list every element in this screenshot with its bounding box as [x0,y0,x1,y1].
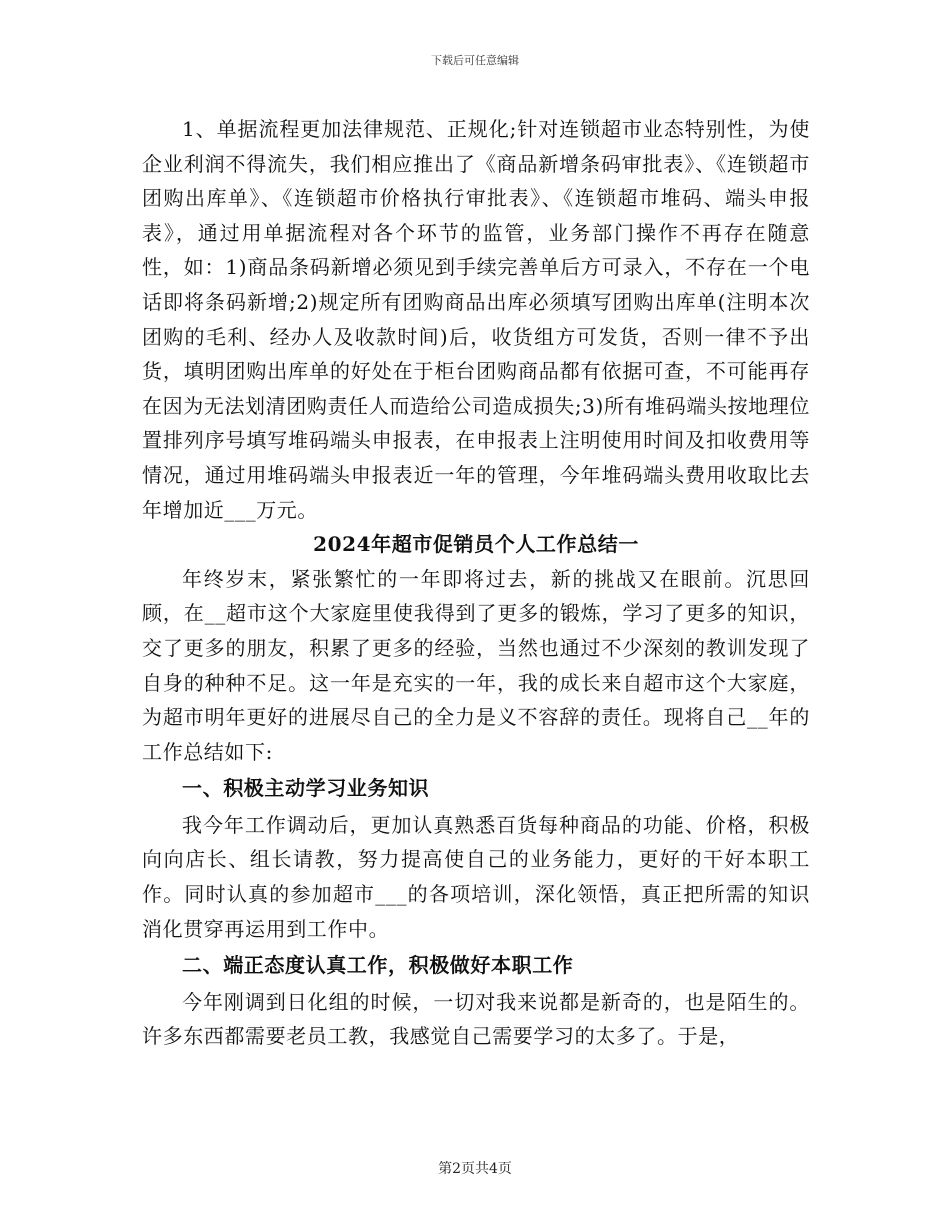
paragraph-learning: 我今年工作调动后，更加认真熟悉百货每种商品的功能、价格，积极向向店长、组长请教，努力提高使自己的业务能力，更好的干好本职工作。同时认真的参加超市___的各项培训，深化领悟，真正把所需的知识消化贯穿再运用到工作中。 [142,812,810,941]
section-heading-1: 一、积极主动学习业务知识 [182,776,430,801]
page-header: 下载后可任意编辑 [431,54,519,67]
document-title: 2024年超市促销员个人工作总结一 [313,532,639,557]
section-heading-2: 二、端正态度认真工作，积极做好本职工作 [182,953,574,978]
page-number: 第2页共4页 [438,1161,512,1177]
document-body [142,112,810,1054]
paragraph-attitude: 今年刚调到日化组的时候，一切对我来说都是新奇的，也是陌生的。许多东西都需要老员工教，我感觉自己需要学习的太多了。于是， [142,989,810,1049]
paragraph-documents-process: 1、单据流程更加法律规范、正规化;针对连锁超市业态特别性，为使企业利润不得流失，我们相应推出了《商品新增条码审批表》、《连锁超市团购出库单》、《连锁超市价格执行审批表》、《连锁超市堆码、端头申报表》，通过用单据流程对各个环节的监管，业务部门操作不再存在随意性，如：1)商品条码新增必须见到手续完善单后方可录入，不存在一个电话即将条码新增;2)规定所有团购商品出库必须填写团购出库单(注明本次团购的毛利、经办人及收款时间)后，收货组方可发货，否则一律不予出货，填明团购出库单的好处在于柜台团购商品都有依据可查，不可能再存在因为无法划清团购责任人而造给公司造成损失;3)所有堆码端头按地理位置排列序号填写堆码端头申报表，在申报表上注明使用时间及扣收费用等情况，通过用堆码端头申报表近一年的管理，今年堆码端头费用收取比去年增加近___万元。 [142,117,810,522]
paragraph-intro: 年终岁末，紧张繁忙的一年即将过去，新的挑战又在眼前。沉思回顾，在__超市这个大家庭里使我得到了更多的锻炼，学习了更多的知识，交了更多的朋友，积累了更多的经验，当然也通过不少深刻的教训发现了自身的种种不足。这一年是充实的一年，我的成长来自超市这个大家庭，为超市明年更好的进展尽自己的全力是义不容辞的责任。现将自己__年的工作总结如下: [142,566,810,764]
